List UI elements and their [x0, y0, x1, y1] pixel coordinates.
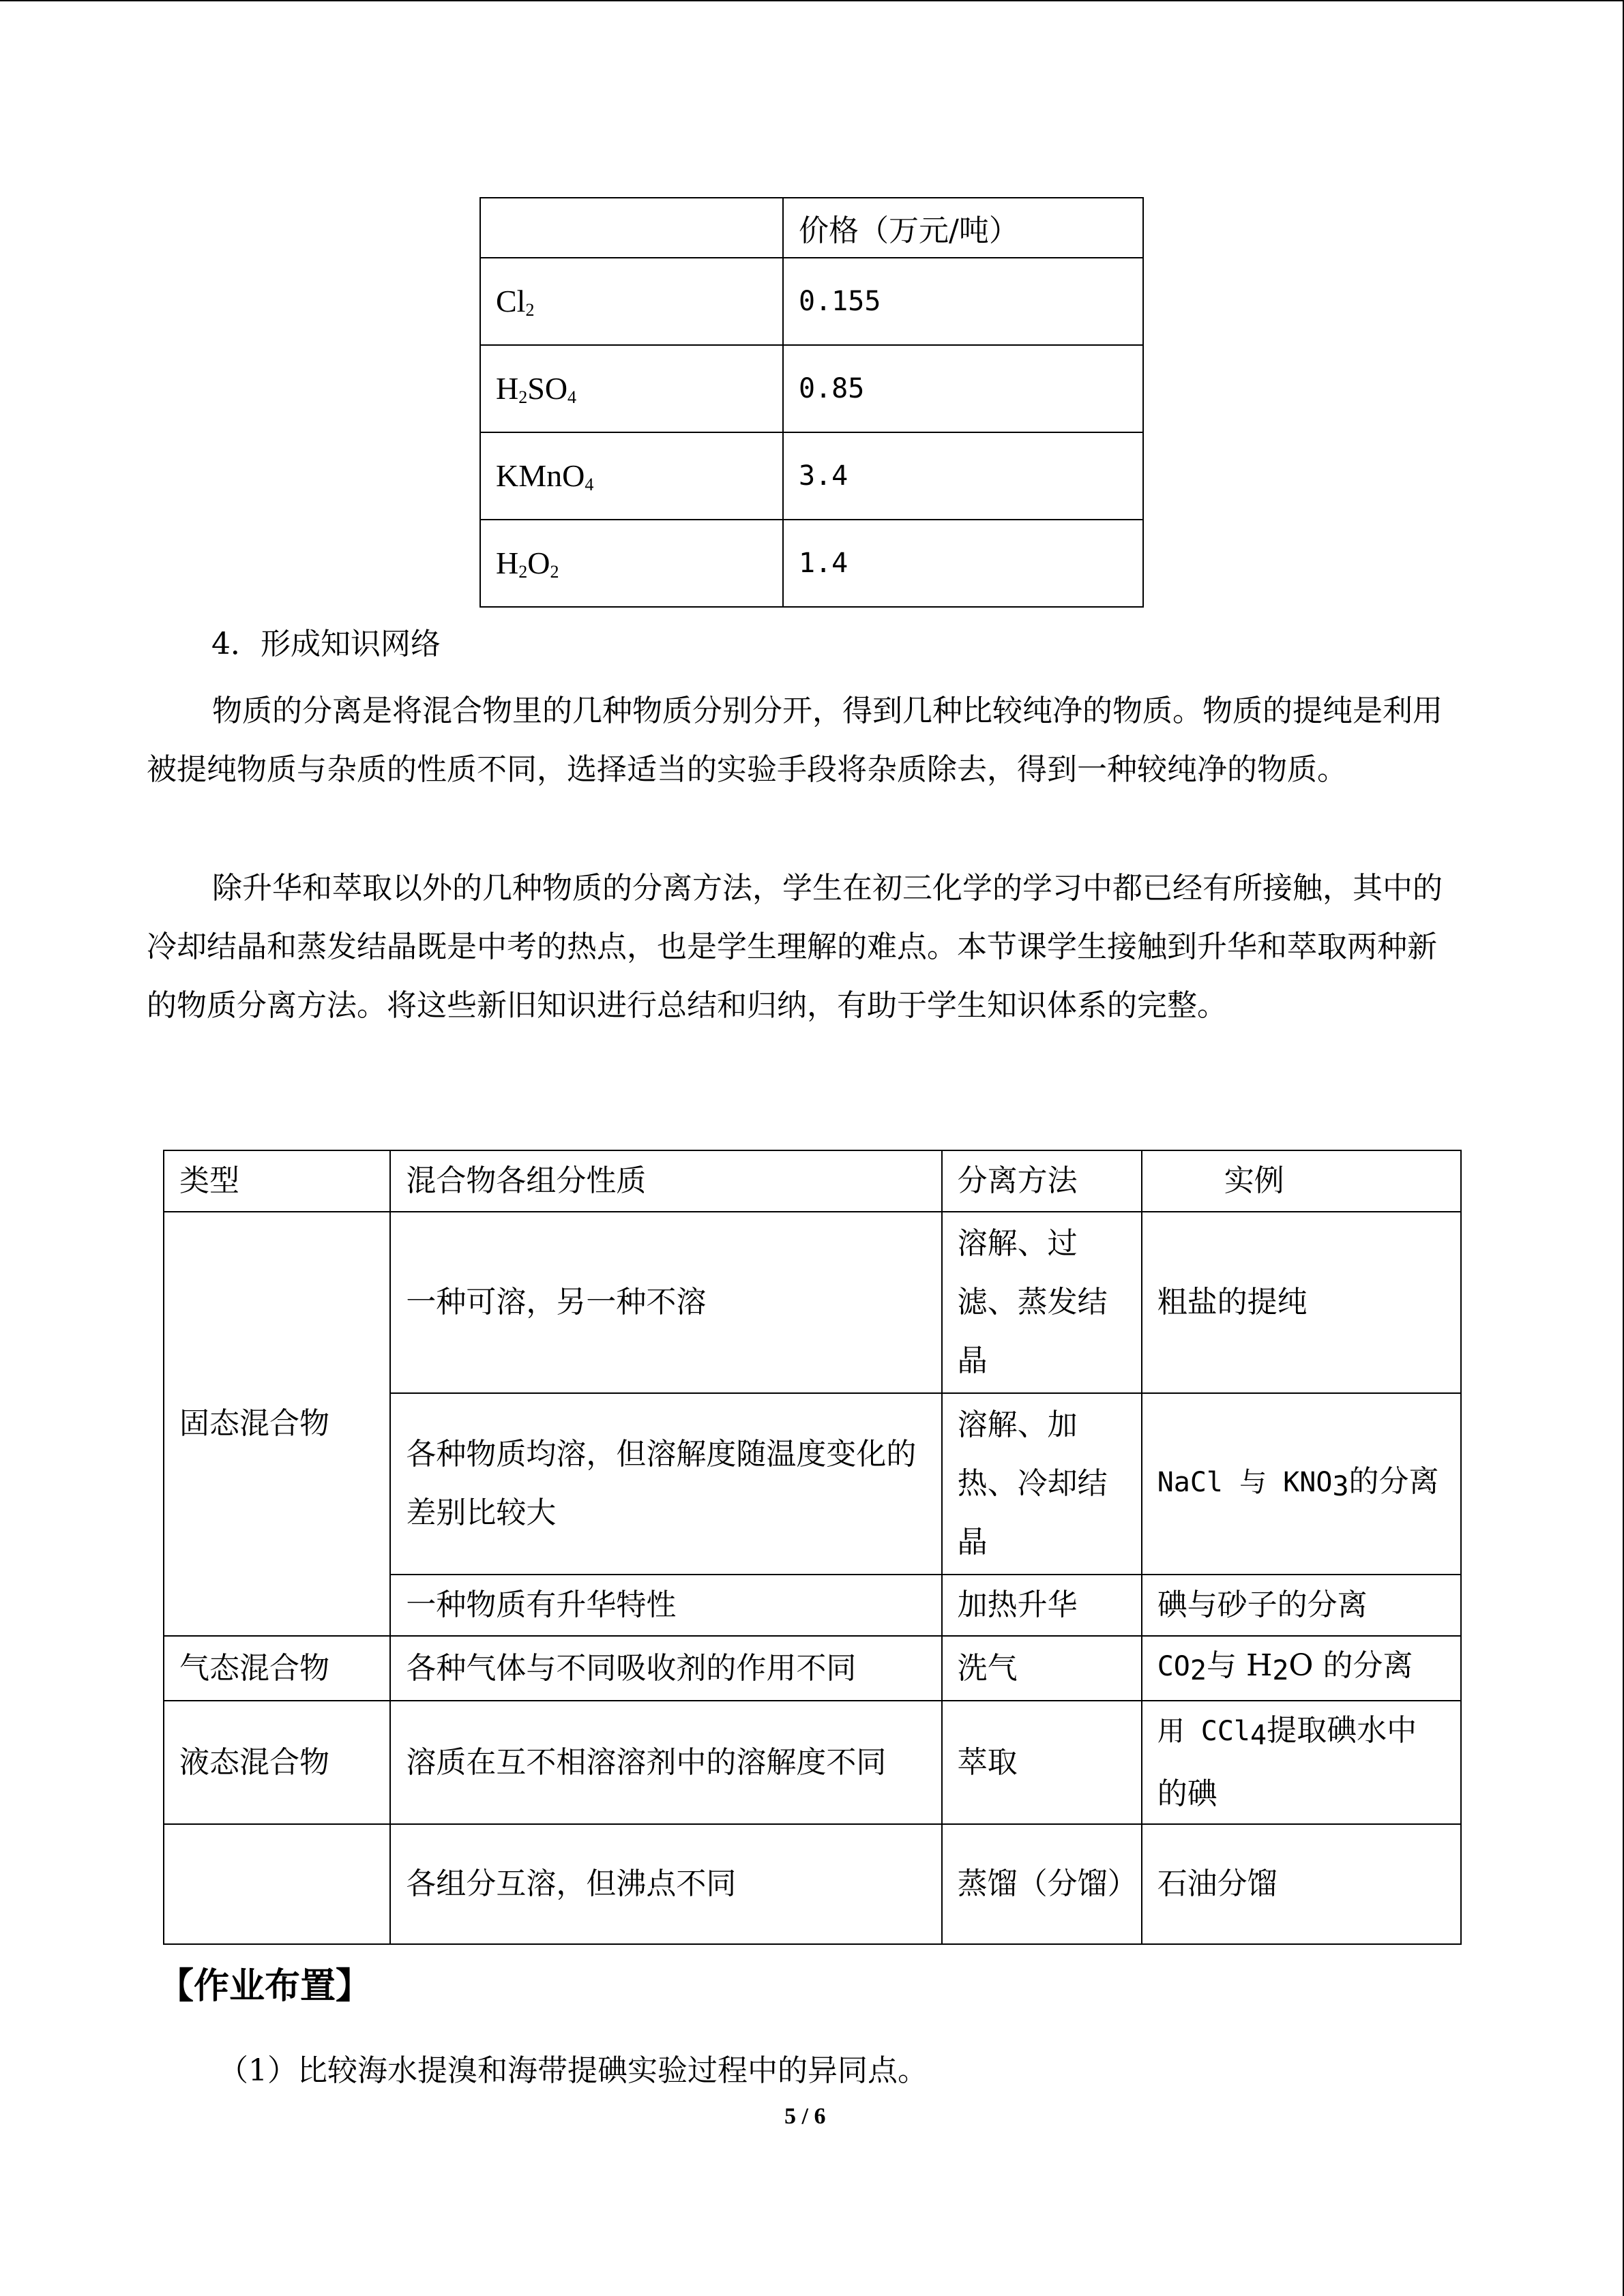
chem-cell: $H_2SO_4$ [480, 345, 783, 432]
paragraph-methods: 除升华和萃取以外的几种物质的分离方法，学生在初三化学的学习中都已经有所接触，其中的冷却结晶和蒸发结晶既是中考的热点，也是学生理解的难点。本节课学生接触到升华和萃取两种新的物质分离方法。将这些新旧知识进行总结和归纳，有助于学生知识体系的完整。 [147, 871, 1443, 1023]
page-number: 5 / 6 [784, 2104, 826, 2129]
table-row [480, 520, 1143, 607]
method-cell: 洗气 [942, 1636, 1142, 1701]
method-cell: 蒸馏（分馏） [942, 1824, 1142, 1944]
header-property: 混合物各组分性质 [390, 1150, 941, 1212]
paragraph-separation: 物质的分离是将混合物里的几种物质分别分开，得到几种比较纯净的物质。物质的提纯是利用被提纯物质与杂质的性质不同，选择适当的实验手段将杂质除去，得到一种较纯净的物质。 [147, 694, 1443, 787]
property-cell: 溶质在互不相溶溶剂中的溶解度不同 [390, 1701, 941, 1824]
table-row [164, 1824, 1461, 1944]
method-cell: 萃取 [942, 1701, 1142, 1824]
table-row [164, 1701, 1461, 1824]
method-cell: 溶解、加热、冷却结晶 [942, 1393, 1142, 1575]
price-cell: 1.4 [783, 520, 1143, 607]
table-row [164, 1636, 1461, 1701]
type-gas: 气态混合物 [164, 1636, 390, 1701]
table-row [164, 1212, 1461, 1393]
section-heading: 4．形成知识网络 [211, 627, 441, 661]
type-liquid: 液态混合物 [164, 1701, 390, 1824]
separation-methods-table [163, 1150, 1462, 1945]
example-cell: $CO_2$与 $H_2O$ 的分离 [1142, 1636, 1461, 1701]
price-header-empty [480, 198, 783, 258]
type-empty [164, 1824, 390, 1944]
header-method: 分离方法 [942, 1150, 1142, 1212]
example-cell: NaCl 与 $KNO_3$的分离 [1142, 1393, 1461, 1575]
property-cell: 各种气体与不同吸收剂的作用不同 [390, 1636, 941, 1701]
homework-title: 【作业布置】 [158, 1966, 372, 2007]
table-row [480, 198, 1143, 258]
price-table [479, 197, 1144, 608]
table-row [480, 345, 1143, 432]
example-cell: 粗盐的提纯 [1142, 1212, 1461, 1393]
price-header: 价格（万元/吨） [783, 198, 1143, 258]
table-row [480, 432, 1143, 520]
homework-item: （1）比较海水提溴和海带提碘实验过程中的异同点。 [218, 2053, 928, 2088]
example-cell: 碘与砂子的分离 [1142, 1575, 1461, 1636]
price-cell: 3.4 [783, 432, 1143, 520]
price-cell: 0.85 [783, 345, 1143, 432]
header-type: 类型 [164, 1150, 390, 1212]
chem-cell: KMnO$_4$ [480, 432, 783, 520]
type-solid: 固态混合物 [164, 1212, 390, 1636]
property-cell: 各种物质均溶，但溶解度随温度变化的差别比较大 [390, 1393, 941, 1575]
example-cell: 石油分馏 [1142, 1824, 1461, 1944]
header-example: 实例 [1142, 1150, 1461, 1212]
page-top-border [0, 0, 1623, 2]
property-cell: 各组分互溶，但沸点不同 [390, 1824, 941, 1944]
chem-cell: $H_2O_2$ [480, 520, 783, 607]
chem-cell: $Cl_2$ [480, 258, 783, 345]
table-header-row [164, 1150, 1461, 1212]
property-cell: 一种可溶，另一种不溶 [390, 1212, 941, 1393]
method-cell: 加热升华 [942, 1575, 1142, 1636]
property-cell: 一种物质有升华特性 [390, 1575, 941, 1636]
method-cell: 溶解、过滤、蒸发结晶 [942, 1212, 1142, 1393]
price-cell: 0.155 [783, 258, 1143, 345]
table-row [480, 258, 1143, 345]
example-cell: 用 CCl$_4$提取碘水中的碘 [1142, 1701, 1461, 1824]
